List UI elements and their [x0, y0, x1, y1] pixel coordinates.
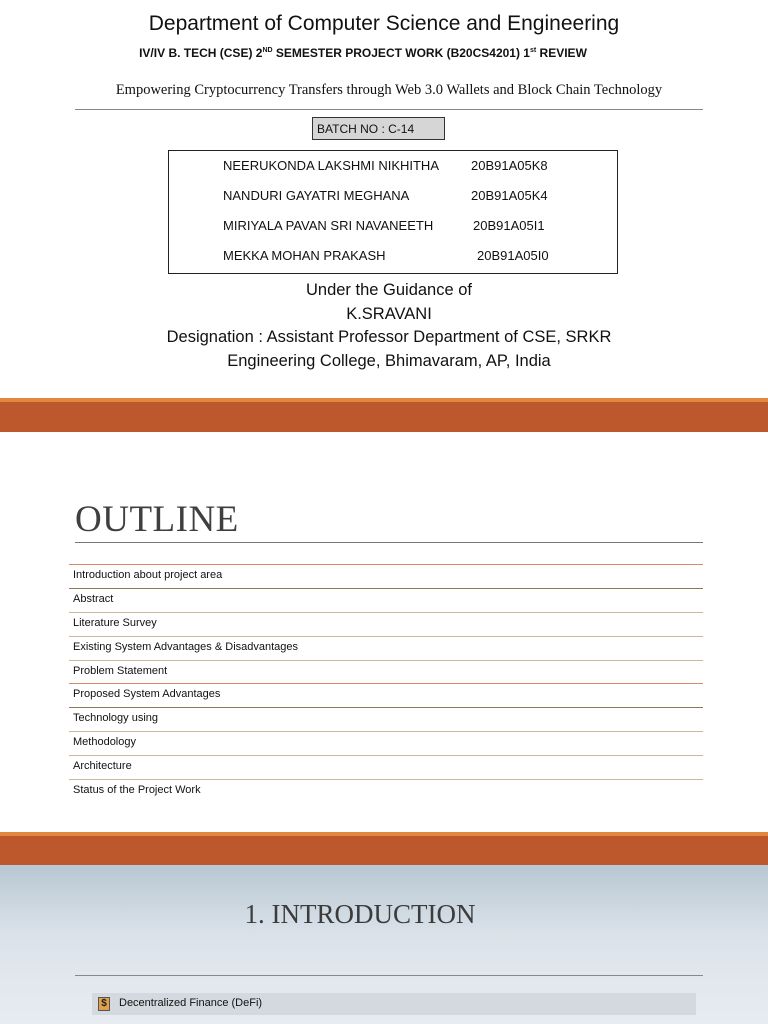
team-members-box — [168, 150, 618, 274]
member-name: NANDURI GAYATRI MEGHANA — [223, 188, 410, 203]
outline-item: Literature Survey — [69, 612, 703, 636]
dollar-icon: $ — [98, 997, 110, 1011]
guide-designation: Designation : Assistant Professor Department of CSE, SRKR — [166, 328, 612, 346]
outline-item: Status of the Project Work — [69, 779, 703, 803]
guidance-block — [100, 279, 678, 373]
review-sup-st: st — [529, 47, 537, 54]
member-roll: 20B91A05K4 — [471, 188, 548, 203]
member-roll: 20B91A05I0 — [477, 248, 549, 263]
slide-separator-highlight — [0, 398, 768, 402]
outline-item: Methodology — [69, 731, 703, 755]
guide-college: Engineering College, Bhimavaram, AP, India — [227, 351, 551, 370]
outline-item: Architecture — [69, 755, 703, 779]
guidance-line: Under the Guidance of — [305, 281, 473, 299]
member-roll: 20B91A05I1 — [473, 218, 545, 233]
outline-divider — [75, 542, 703, 543]
project-title: Empowering Cryptocurrency Transfers through Web 3.0 Wallets and Block Chain Technology — [115, 82, 663, 98]
slide-separator-highlight — [0, 832, 768, 836]
introduction-title: 1. INTRODUCTION — [244, 899, 476, 929]
review-sup-nd: ND — [262, 47, 273, 54]
member-roll: 20B91A05K8 — [471, 158, 548, 173]
review-suffix: REVIEW — [536, 46, 587, 60]
member-name: MEKKA MOHAN PRAKASH — [223, 248, 386, 263]
member-name: MIRIYALA PAVAN SRI NAVANEETH — [223, 218, 434, 233]
title-divider — [75, 109, 703, 110]
outline-item: Proposed System Advantages — [69, 683, 703, 707]
outline-item: Introduction about project area — [69, 564, 703, 588]
title-slide — [0, 0, 768, 398]
review-prefix: IV/IV B. TECH (CSE) 2 — [139, 46, 263, 60]
batch-number-box: BATCH NO : C-14 — [312, 117, 445, 140]
bullet-text: Decentralized Finance (DeFi) — [119, 997, 263, 1009]
review-mid: SEMESTER PROJECT WORK (B20CS4201) 1 — [272, 46, 530, 60]
department-title: Department of Computer Science and Engineering — [148, 12, 620, 35]
member-name: NEERUKONDA LAKSHMI NIKHITHA — [223, 158, 439, 173]
outline-item: Problem Statement — [69, 660, 703, 684]
outline-list — [69, 564, 703, 803]
review-line — [0, 46, 726, 60]
outline-item: Existing System Advantages & Disadvantages — [69, 636, 703, 660]
guide-name: K.SRAVANI — [346, 304, 432, 323]
introduction-slide — [0, 865, 768, 1024]
slide-separator-band — [0, 832, 768, 865]
bullet-item — [92, 993, 696, 1015]
slide-separator-band — [0, 398, 768, 432]
outline-item: Abstract — [69, 588, 703, 612]
outline-slide — [0, 432, 768, 832]
outline-title: OUTLINE — [75, 499, 239, 540]
outline-item: Technology using — [69, 707, 703, 731]
introduction-divider — [75, 975, 703, 976]
